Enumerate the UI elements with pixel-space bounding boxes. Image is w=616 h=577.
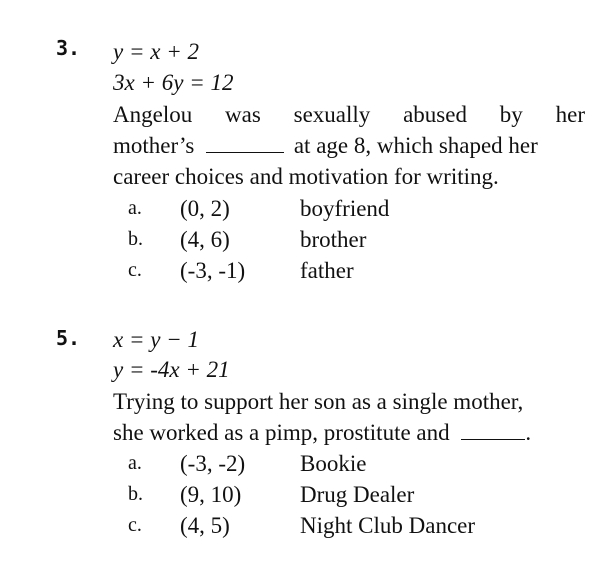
prompt-line-1: Angelou was sexually abused by her [113, 102, 585, 127]
choice-point: (4, 6) [180, 227, 230, 252]
prompt-text-after-blank: . [525, 420, 532, 445]
choice-letter: b. [128, 228, 143, 250]
prompt-text-after-blank: at age 8, which shaped her [293, 133, 538, 158]
choice-point: (-3, -2) [180, 451, 246, 476]
equation-1: x = y − 1 [113, 327, 199, 352]
equation-2: y = -4x + 21 [113, 357, 230, 382]
choice-answer: father [300, 258, 354, 283]
choice-answer: brother [300, 227, 367, 252]
choice-point: (0, 2) [180, 196, 230, 221]
prompt-text-before-blank: she worked as a pimp, prostitute and [113, 420, 450, 445]
equation-1: y = x + 2 [113, 39, 199, 64]
choice-letter: a. [128, 197, 142, 219]
prompt-line-2 [113, 130, 585, 161]
choice-answer: Night Club Dancer [300, 513, 476, 538]
choice-answer: boyfriend [300, 196, 390, 221]
choice-answer: Bookie [300, 451, 367, 476]
prompt-line-1: Trying to support her son as a single mother, [113, 389, 524, 414]
question-number: 3. [56, 36, 81, 60]
choice-letter: b. [128, 483, 143, 505]
question-number: 5. [56, 326, 81, 350]
choice-answer: Drug Dealer [300, 482, 415, 507]
prompt-line-3: career choices and motivation for writing. [113, 164, 499, 189]
choice-point: (4, 5) [180, 513, 230, 538]
choice-point: (9, 10) [180, 482, 242, 507]
equation-2: 3x + 6y = 12 [113, 70, 234, 95]
choice-point: (-3, -1) [180, 258, 246, 283]
prompt-line-2 [113, 417, 585, 448]
answer-blank [461, 421, 525, 440]
answer-blank [206, 134, 284, 153]
choice-letter: a. [128, 452, 142, 474]
choice-letter: c. [128, 514, 142, 536]
choice-letter: c. [128, 259, 142, 281]
prompt-text-before-blank: mother’s [113, 133, 195, 158]
